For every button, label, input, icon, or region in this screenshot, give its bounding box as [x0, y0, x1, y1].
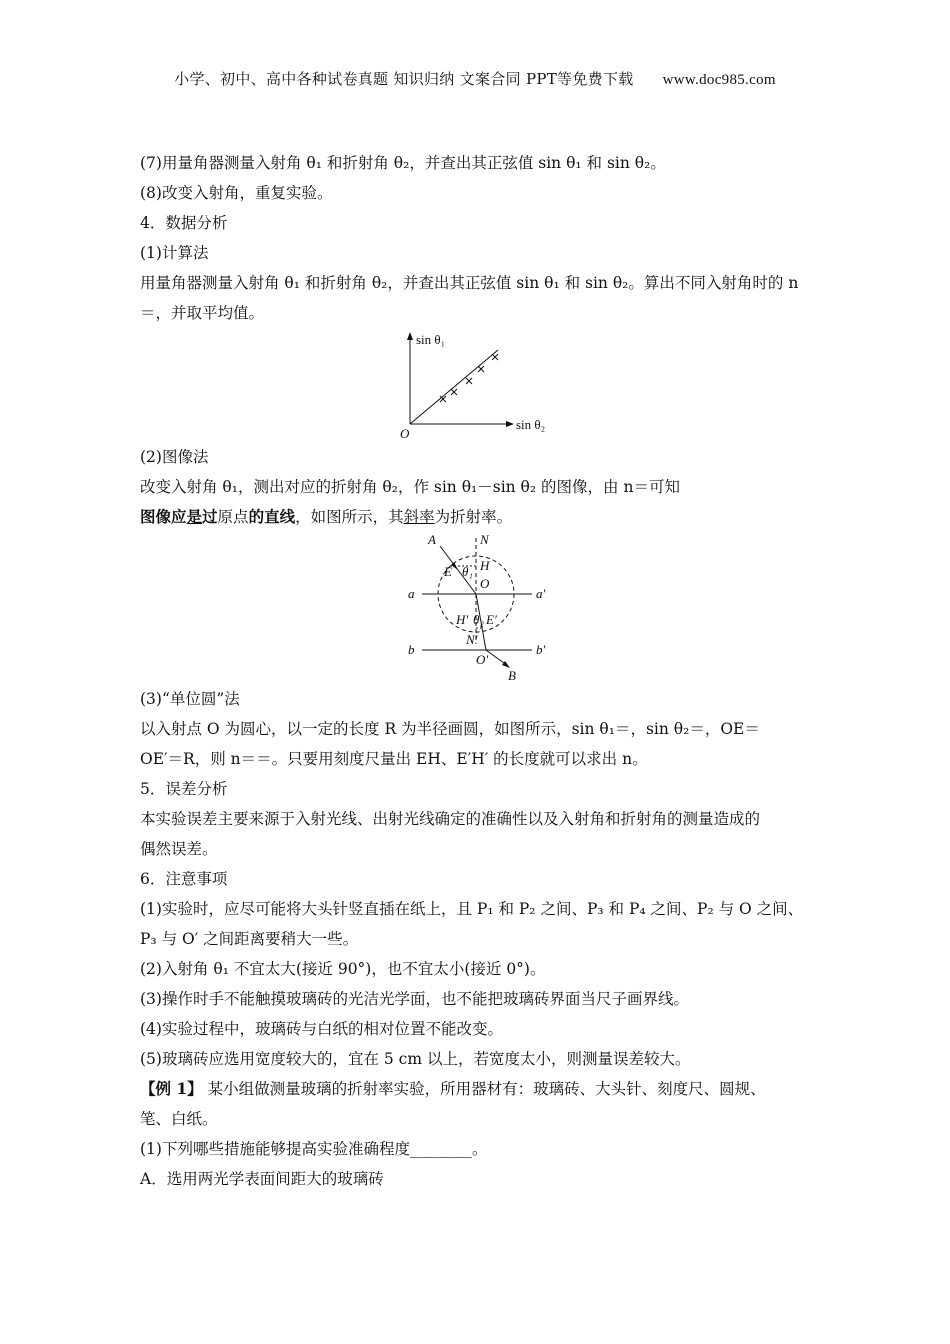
- label-b: b: [408, 642, 415, 657]
- figure-sin-graph: [140, 328, 812, 438]
- unit-circle-text-line2: OE′＝R，则 n＝＝。只要用刻度尺量出 EH、E′H′ 的长度就可以求出 n。: [140, 750, 648, 768]
- question-1: (1)下列哪些措施能够提高实验准确程度________。: [140, 1140, 488, 1158]
- note-3: (3)操作时手不能触摸玻璃砖的光洁光学面，也不能把玻璃砖界面当尺子画界线。: [140, 990, 689, 1008]
- method-graph-heading: (2)图像法: [140, 448, 209, 466]
- error-text-line1: 本实验误差主要来源于入射光线、出射光线确定的准确性以及入射角和折射角的测量造成的: [140, 810, 761, 828]
- page-header: [0, 68, 950, 89]
- calc-text-line2: ＝，并取平均值。: [140, 304, 265, 322]
- graph-keyword-5: 的直线: [248, 507, 296, 526]
- note-1-line2: P₃ 与 O′ 之间距离要稍大一些。: [140, 930, 359, 948]
- note-5: (5)玻璃砖应选用宽度较大的，宜在 5 cm 以上，若宽度太小，则测量误差较大。: [140, 1050, 691, 1068]
- example-text: 某小组做测量玻璃的折射率实验，所用器材有：玻璃砖、大头针、刻度尺、圆规、: [202, 1080, 766, 1098]
- example-1-line1: [140, 1074, 812, 1104]
- graph-text-6: ，如图所示，其: [295, 508, 404, 526]
- fit-line: [410, 350, 498, 424]
- y-axis-arrow: [407, 332, 413, 340]
- figure-unit-circle: [140, 532, 812, 682]
- example-1-line2: 笔、白纸。: [140, 1110, 218, 1128]
- step-8: (8)改变入射角，重复实验。: [140, 184, 333, 202]
- document-body: [140, 148, 812, 1194]
- label-a-prime: a′: [536, 586, 546, 601]
- x-axis-label: sin θ₂: [516, 417, 546, 432]
- label-B: B: [508, 668, 516, 682]
- label-b-prime: b′: [536, 642, 546, 657]
- example-tag: 【例 1】: [140, 1079, 203, 1098]
- label-N: N: [480, 532, 489, 547]
- note-1-line1: (1)实验时，应尽可能将大头针竖直插在纸上，且 P₁ 和 P₂ 之间、P₃ 和 P₄ 之间、P₂ 与 O 之间、: [140, 900, 804, 918]
- graph-keyword-4: 原点: [217, 508, 249, 526]
- error-text-line2: 偶然误差。: [140, 840, 218, 858]
- graph-keyword-slope: 斜率: [403, 508, 435, 526]
- graph-text-line2: [140, 502, 812, 532]
- label-N-prime: N′: [466, 632, 478, 647]
- graph-text-7: 为折射率。: [434, 508, 513, 526]
- origin-label: O: [400, 426, 410, 438]
- calc-text-line1: 用量角器测量入射角 θ₁ 和折射角 θ₂，并查出其正弦值 sin θ₁ 和 sin θ₂。算出不同入射角时的 n: [140, 274, 799, 292]
- sin-graph-svg: [140, 328, 812, 438]
- option-A: A．选用两光学表面间距大的玻璃砖: [140, 1170, 384, 1188]
- data-point-markers: [440, 354, 498, 402]
- section-6-heading: 6．注意事项: [140, 870, 228, 888]
- label-E: E: [444, 564, 452, 579]
- method-unit-circle-heading: (3)“单位圆”法: [140, 690, 240, 708]
- y-axis-label: sin θ₁: [416, 332, 446, 347]
- header-site-text: 小学、初中、高中各种试卷真题 知识归纳 文案合同 PPT等免费下载: [174, 70, 634, 88]
- unit-circle-svg: [140, 532, 812, 682]
- label-E-prime: E′: [486, 612, 497, 627]
- x-axis-arrow: [506, 421, 514, 427]
- label-O: O: [480, 576, 490, 591]
- label-theta2: θ₂: [473, 612, 484, 627]
- graph-keyword-1: 图像应: [140, 507, 187, 526]
- note-2: (2)入射角 θ₁ 不宜太大(接近 90°)，也不宜太小(接近 0°)。: [140, 960, 546, 978]
- label-theta1: θ₁: [462, 564, 473, 579]
- header-url[interactable]: www.doc985.com: [662, 72, 776, 88]
- step-7: (7)用量角器测量入射角 θ₁ 和折射角 θ₂，并查出其正弦值 sin θ₁ 和 sin θ₂。: [140, 154, 666, 172]
- graph-text-line1: 改变入射角 θ₁，测出对应的折射角 θ₂，作 sin θ₁－sin θ₂ 的图像，由 n＝可知: [140, 478, 680, 496]
- note-4: (4)实验过程中，玻璃砖与白纸的相对位置不能改变。: [140, 1020, 503, 1038]
- unit-circle-text-line1: 以入射点 O 为圆心，以一定的长度 R 为半径画圆，如图所示，sin θ₁＝，sin θ₂＝，OE＝: [140, 720, 760, 738]
- label-H: H: [480, 558, 490, 573]
- method-calc-heading: (1)计算法: [140, 244, 209, 262]
- graph-keyword-2: 是: [186, 507, 203, 526]
- section-4-heading: 4．数据分析: [140, 214, 228, 232]
- label-O-prime: O′: [476, 652, 489, 667]
- label-a: a: [408, 586, 415, 601]
- section-5-heading: 5．误差分析: [140, 780, 228, 798]
- label-A: A: [428, 532, 436, 547]
- label-H-prime: H′: [456, 612, 469, 627]
- graph-keyword-3: 过: [202, 507, 218, 526]
